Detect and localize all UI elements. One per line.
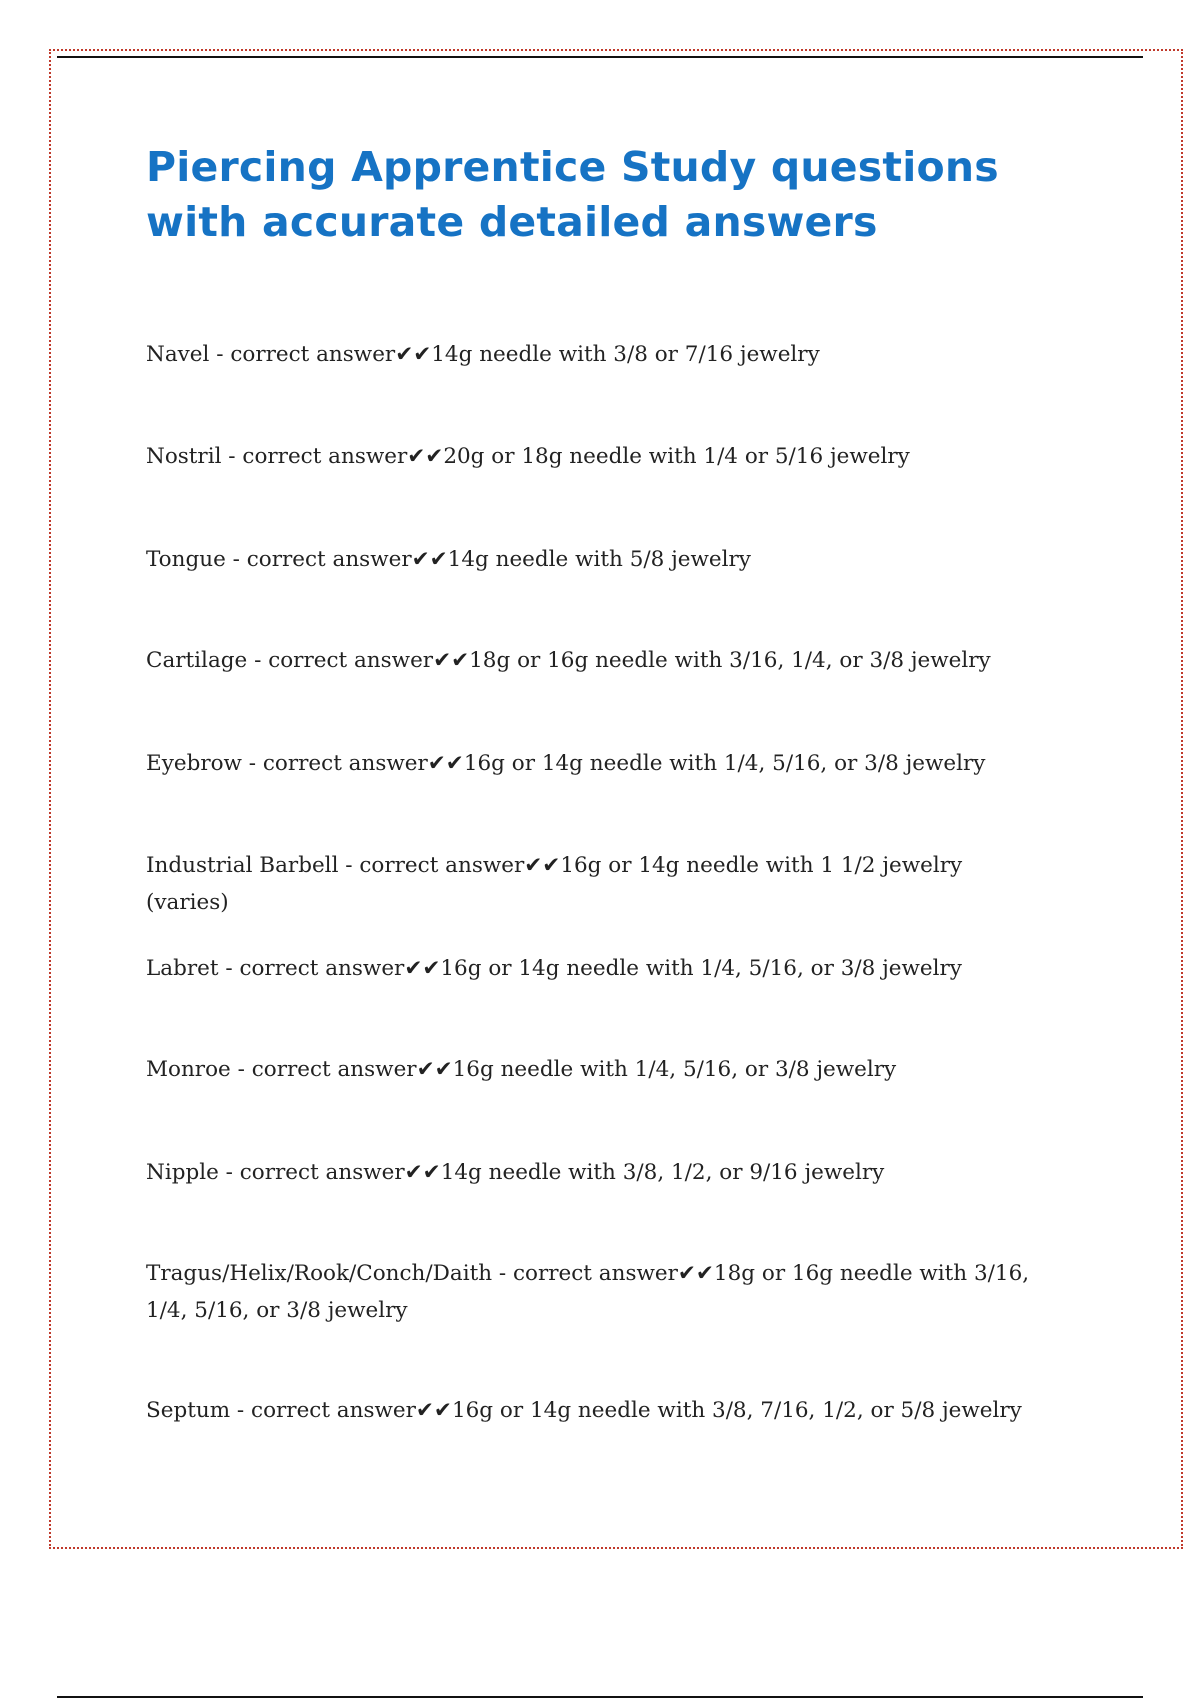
double-check-icon: ✔✔ [433,648,470,673]
qa-answer-label: correct answer [262,751,428,776]
qa-separator: - [247,648,269,673]
qa-term: Industrial Barbell [146,853,339,878]
qa-item-monroe [146,1051,1046,1088]
qa-separator: - [241,751,263,776]
qa-answer-label: correct answer [239,1160,405,1185]
qa-answer: 18g or 16g needle with 3/16, 1/4, or 3/8 jewelry [469,648,991,673]
qa-item-navel [146,336,1046,373]
qa-term: Eyebrow [146,751,242,776]
qa-separator: - [218,956,240,981]
qa-answer: 16g needle with 1/4, 5/16, or 3/8 jewelry [452,1057,897,1082]
qa-item-tongue [146,541,1046,578]
qa-answer: 16g or 14g needle with 1/4, 5/16, or 3/8 jewelry [440,956,962,981]
qa-separator: - [230,1398,252,1423]
qa-answer-label: correct answer [246,547,412,572]
double-check-icon: ✔✔ [415,1398,452,1423]
qa-term: Nostril [146,444,222,469]
qa-answer: 16g or 14g needle with 3/8, 7/16, 1/2, or 5/8 jewelry [451,1398,1022,1423]
qa-answer: 18g or 16g needle with 3/16, 1/4, 5/16, or 3/8 jewelry [146,1261,1030,1323]
qa-term: Navel [146,342,210,367]
qa-term: Cartilage [146,648,248,673]
qa-answer: 20g or 18g needle with 1/4 or 5/16 jewelry [443,444,910,469]
qa-separator: - [218,1160,240,1185]
double-check-icon: ✔✔ [677,1261,714,1286]
qa-answer-label: correct answer [513,1261,678,1286]
top-rule [57,56,1143,58]
qa-term: Tongue [146,547,226,572]
qa-term: Labret [146,956,219,981]
qa-answer: 16g or 14g needle with 1/4, 5/16, or 3/8 jewelry [463,751,986,776]
double-check-icon: ✔✔ [427,751,464,776]
qa-answer-label: correct answer [268,648,434,673]
qa-item-septum [146,1392,1046,1429]
qa-separator: - [209,342,231,367]
qa-item-nipple [146,1154,1046,1191]
double-check-icon: ✔✔ [416,1057,453,1082]
qa-item-cartilage [146,642,1046,679]
qa-separator: - [221,444,243,469]
qa-answer-label: correct answer [251,1398,416,1423]
qa-answer: 14g needle with 3/8 or 7/16 jewelry [431,342,820,367]
document-title: Piercing Apprentice Study questions with accurate detailed answers [146,143,999,246]
qa-item-labret [146,950,1046,987]
qa-answer-label: correct answer [230,342,396,367]
double-check-icon: ✔✔ [395,342,432,367]
double-check-icon: ✔✔ [411,547,448,572]
qa-item-tragus-helix-rook-conch-daith [146,1255,1046,1329]
qa-term: Septum [146,1398,231,1423]
qa-item-eyebrow [146,745,1046,782]
double-check-icon: ✔✔ [524,853,561,878]
qa-answer: 14g needle with 5/8 jewelry [447,547,751,572]
double-check-icon: ✔✔ [407,444,444,469]
qa-answer-label: correct answer [251,1057,417,1082]
qa-item-nostril [146,438,1046,475]
qa-term: Nipple [146,1160,219,1185]
qa-item-industrial-barbell [146,847,1046,921]
qa-answer: 14g needle with 3/8, 1/2, or 9/16 jewelry [440,1160,885,1185]
qa-separator: - [230,1057,252,1082]
qa-separator: - [225,547,247,572]
qa-separator: - [338,853,360,878]
qa-term: Monroe [146,1057,231,1082]
bottom-rule [57,1696,1143,1698]
qa-answer-label: correct answer [242,444,408,469]
qa-term: Tragus/Helix/Rook/Conch/Daith [146,1261,493,1286]
qa-answer: 16g or 14g needle with 1 1/2 jewelry (varies) [146,853,963,915]
double-check-icon: ✔✔ [404,956,441,981]
double-check-icon: ✔✔ [404,1160,441,1185]
qa-answer-label: correct answer [359,853,525,878]
qa-answer-label: correct answer [239,956,405,981]
qa-separator: - [492,1261,513,1286]
